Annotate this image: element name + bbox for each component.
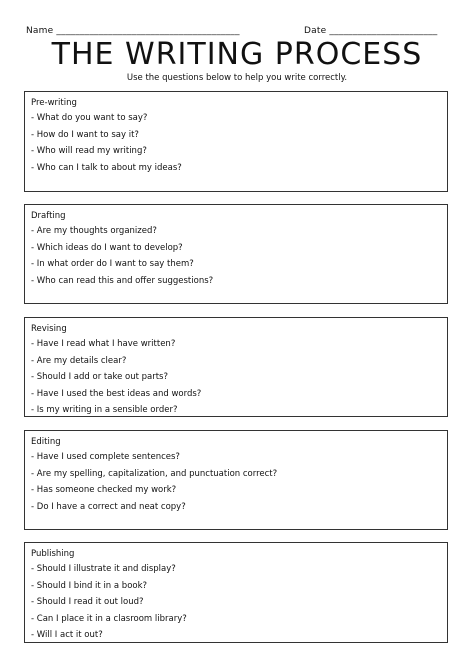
section-title: Pre-writing	[31, 98, 77, 108]
question-item: - Who can I talk to about my ideas?	[31, 162, 182, 173]
question-item: - Is my writing in a sensible order?	[31, 405, 178, 416]
question-item: - Should I add or take out parts?	[31, 372, 168, 383]
section-title: Drafting	[31, 211, 66, 221]
question-item: - Do I have a correct and neat copy?	[31, 501, 186, 512]
question-item: - Will I act it out?	[31, 630, 103, 641]
question-item: - Should I read it out loud?	[31, 597, 144, 608]
question-item: - Should I illustrate it and display?	[31, 564, 176, 574]
section-title: Revising	[31, 324, 67, 334]
question-item: - What do you want to say?	[31, 113, 148, 123]
name-field-label: Name _______________________________________	[26, 26, 240, 36]
page-title: THE WRITING PROCESS	[51, 37, 423, 72]
question-item: - Are my spelling, capitalization, and punctuation correct?	[31, 468, 278, 479]
section-prewriting	[24, 91, 448, 192]
question-item: - How do I want to say it?	[31, 129, 139, 140]
section-title: Editing	[31, 437, 61, 447]
question-item: - Have I read what I have written?	[31, 339, 176, 349]
page-subtitle: Use the questions below to help you write correctly.	[126, 73, 348, 83]
question-item: - Should I bind it in a book?	[31, 580, 148, 591]
question-item: - Are my details clear?	[31, 355, 127, 366]
section-publishing	[24, 542, 448, 643]
question-item: - Has someone checked my work?	[31, 485, 177, 496]
question-item: - Can I place it in a clasroom library?	[31, 613, 187, 624]
question-item: - Who will read my writing?	[31, 146, 147, 157]
section-revising	[24, 317, 448, 417]
question-item: - Have I used complete sentences?	[31, 452, 180, 462]
date-field-label: Date _______________________	[304, 26, 438, 36]
question-item: - Are my thoughts organized?	[31, 226, 157, 236]
question-item: - Who can read this and offer suggestions?	[31, 275, 214, 286]
question-item: - Have I used the best ideas and words?	[31, 388, 202, 399]
section-title: Publishing	[31, 549, 75, 559]
section-editing	[24, 430, 448, 530]
section-drafting	[24, 204, 448, 304]
question-item: - Which ideas do I want to develop?	[31, 242, 183, 253]
question-item: - In what order do I want to say them?	[31, 259, 194, 270]
